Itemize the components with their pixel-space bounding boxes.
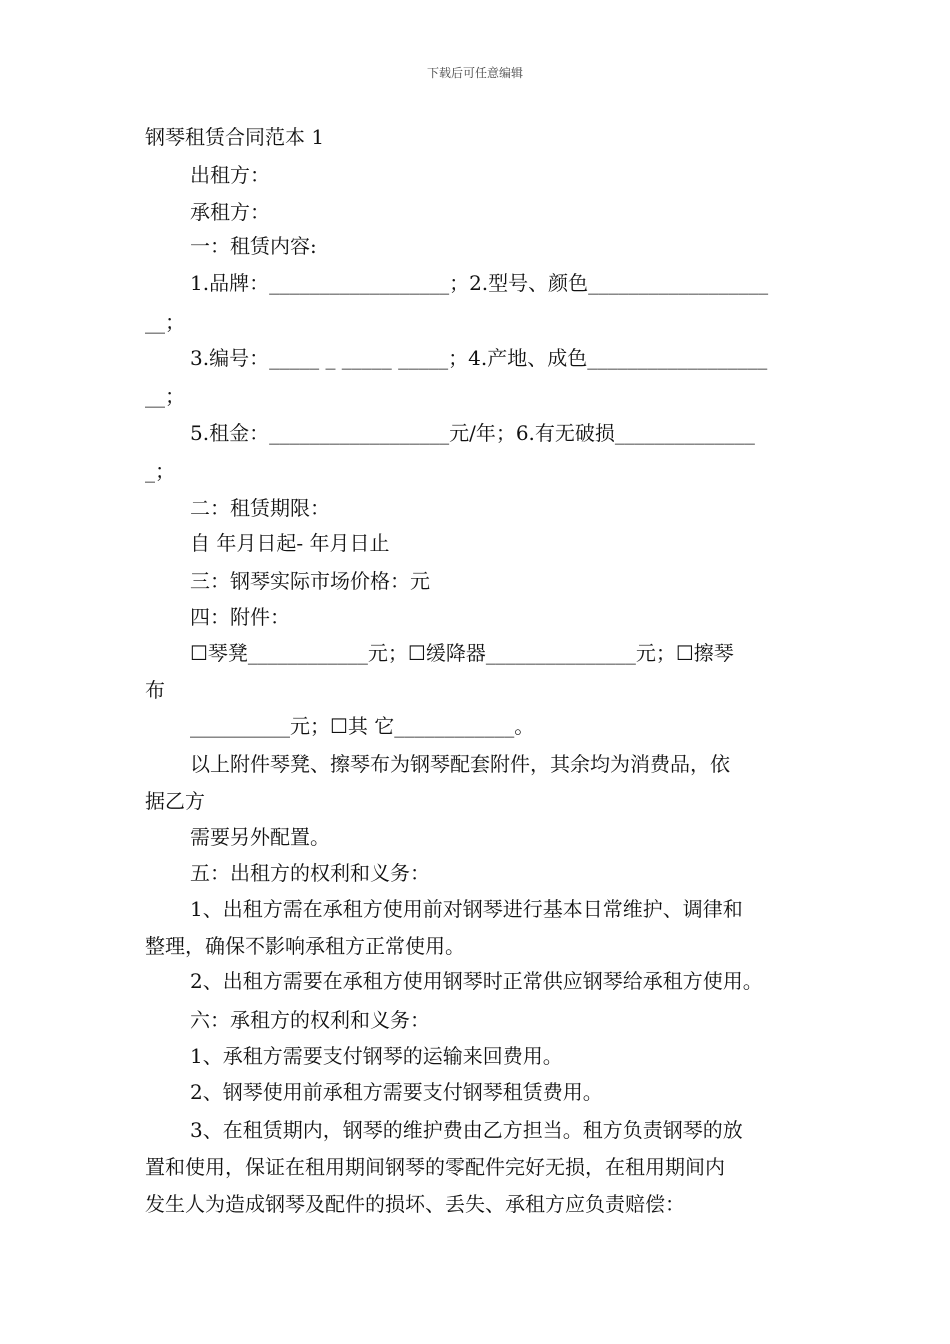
text-line: 以上附件琴凳、擦琴布为钢琴配套附件，其余均为消费品，依 (190, 752, 730, 776)
section-heading: 二：租赁期限： (190, 496, 330, 520)
section-heading: 五：出租方的权利和义务： (190, 861, 430, 885)
text-line: 2、出租方需要在承租方使用钢琴时正常供应钢琴给承租方使用。 (190, 969, 763, 993)
text-line: 整理，确保不影响承租方正常使用。 (145, 934, 465, 958)
text-line: 布 (145, 678, 165, 702)
text-line: 置和使用，保证在租用期间钢琴的零配件完好无损，在租用期间内 (145, 1155, 725, 1179)
text-line: _； (145, 459, 175, 483)
text-line: __________元；☐其 它____________。 (190, 714, 535, 738)
text-line: 3.编号：_____ _ _____ _____；4.产地、成色__________________ (190, 346, 768, 370)
text-line: 5.租金：__________________元/年；6.有无破损______________ (190, 421, 755, 445)
document-title: 钢琴租赁合同范本 1 (145, 125, 325, 149)
text-line: 2、钢琴使用前承租方需要支付钢琴租赁费用。 (190, 1080, 603, 1104)
text-line: 承租方： (190, 200, 270, 224)
page-header: 下载后可任意编辑 (426, 66, 523, 80)
text-line: 需要另外配置。 (190, 825, 330, 849)
text-line: __； (145, 384, 185, 408)
section-heading: 四：附件： (190, 605, 290, 629)
text-line: 1、出租方需在承租方使用前对钢琴进行基本日常维护、调律和 (190, 897, 743, 921)
text-line: 自 年月日起- 年月日止 (190, 531, 390, 555)
text-line: 1.品牌：__________________；2.型号、颜色__________________ (190, 271, 769, 295)
text-line: 出租方： (190, 163, 270, 187)
text-line: __； (145, 310, 185, 334)
text-line: 据乙方 (145, 789, 205, 813)
section-heading: 一：租赁内容: (190, 234, 317, 258)
text-line: 1、承租方需要支付钢琴的运输来回费用。 (190, 1044, 563, 1068)
text-line: 3、在租赁期内，钢琴的维护费由乙方担当。租方负责钢琴的放 (190, 1118, 743, 1142)
text-line: 发生人为造成钢琴及配件的损坏、丢失、承租方应负责赔偿： (145, 1192, 685, 1216)
text-line: ☐琴凳____________元；☐缓降器_______________元；☐擦琴 (190, 641, 734, 665)
section-heading: 三：钢琴实际市场价格：元 (190, 569, 430, 593)
section-heading: 六：承租方的权利和义务： (190, 1008, 430, 1032)
